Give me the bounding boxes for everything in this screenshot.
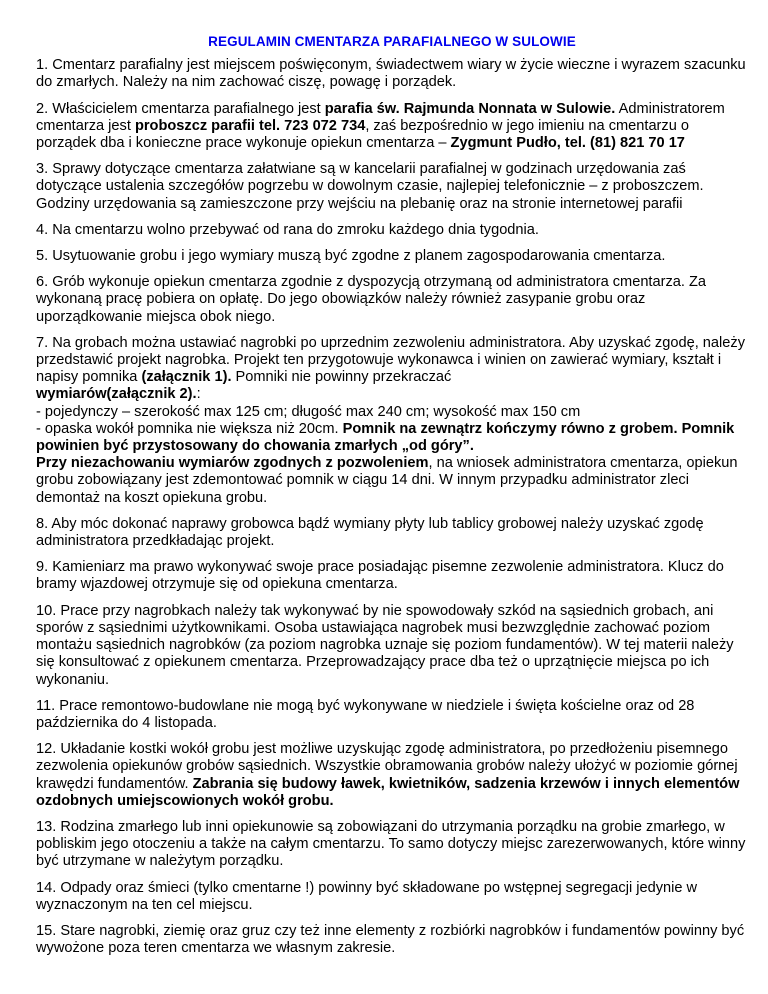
paragraph-7 [36, 335, 748, 507]
caretaker-contact: Zygmunt Pudło, tel. (81) 821 70 17 [450, 135, 685, 152]
paragraph-7-text-a: 7. Na grobach można ustawiać nagrobki po uprzednim zezwoleniu administratora. Aby uzyskać zgodę, należy przedstawić projekt nagrobka. Projekt ten przygotowuje wykonawca i winien on zawierać wymiary, kształt i napisy pomnika [36, 334, 745, 386]
paragraph-7-text-c: Pomniki nie powinny przekraczać [231, 369, 452, 386]
paragraph-15: 15. Stare nagrobki, ziemię oraz gruz czy też inne elementy z rozbiórki nagrobków i fundamentów powinny być wywożone poza teren cmentarza we własnym zakresie. [36, 922, 745, 957]
attachment-2-ref: wymiarów(załącznik 2). [36, 386, 197, 403]
parish-priest-phone: proboszcz parafii tel. 723 072 734 [134, 117, 366, 134]
paragraph-3: 3. Sprawy dotyczące cmentarza załatwiane są w kancelarii parafialnej w godzinach urzędowania zaś dotyczące ustalenia szczegółów pogrzebu w dowolnym czasie, najlepiej telefonicznie – z proboszczem. Godziny urzędowania są zamieszczone przy wejściu na plebanię oraz na stronie internetowej parafii [36, 161, 704, 212]
paragraph-13: 13. Rodzina zmarłego lub inni opiekunowie są zobowiązani do utrzymania porządku na grobie zmarłego, w pobliskim jego otoczeniu a także na całym cmentarzu. To samo dotyczy miejsc zarezerwowanych, które winny być utrzymane w należytym porządku. [36, 818, 746, 870]
paragraph-11: 11. Prace remontowo-budowlane nie mogą być wykonywane w niedziele i święta kościelne oraz od 28 października do 4 listopada. [36, 697, 695, 731]
paragraph-7-text-e: : [196, 386, 201, 403]
paragraph-4: 4. Na cmentarzu wolno przebywać od rana do zmroku każdego dnia tygodnia. [36, 221, 539, 238]
regulations-document [36, 33, 748, 966]
noncompliance-text: , na wniosek administratora cmentarza, opiekun grobu zobowiązany jest zdemontować pomnik w ciągu 14 dni. W innym przypadku administrator zleci demontaż na koszt opiekuna grobu. [36, 455, 738, 506]
paragraph-14: 14. Odpady oraz śmieci (tylko cmentarne !) powinny być składowane po wstępnej segregacji jedynie w wyznaczonym na ten cel miejscu. [36, 879, 698, 913]
paragraph-12-text-a: 12. Układanie kostki wokół grobu jest możliwe uzyskując zgodę administratora, po przedłożeniu pisemnego zezwolenia opiekunów grobów sąsiednich. Wszystkie obramowania grobów należy ułożyć w poziomie górnej krawędzi fundamentów. [36, 741, 738, 792]
noncompliance-heading: Przy niezachowaniu wymiarów zgodnych z pozwoleniem [36, 455, 429, 472]
paragraph-2-text-c: Administratorem cmentarza jest [36, 100, 725, 134]
paragraph-10: 10. Prace przy nagrobkach należy tak wykonywać by nie spowodowały szkód na sąsiednich grobach, ani sporów z sąsiednimi użytkownikami. Osoba ustawiająca nagrobek musi bezwzględnie zachować poziom montażu sąsiednich nagrobków (za poziom nagrobka uznaje się poziom fundamentów). W tej materii należy się konsultować z opiekunem cmentarza. Przeprowadzający prace dba też o uprzątnięcie miejsca po ich wykonaniu. [36, 602, 734, 688]
paragraph-12-prohibition: Zabrania się budowy ławek, kwietników, sadzenia krzewów i innych elementów ozdobnych umiejscowionych wokół grobu. [36, 775, 740, 809]
document-title: REGULAMIN CMENTARZA PARAFIALNEGO W SULOWIE [208, 34, 576, 49]
paragraph-2-text-e: , zaś bezpośrednio w jego imieniu na cmentarzu o porządek dba i konieczne prace wykonuje opiekun cmentarza – [36, 117, 689, 152]
parish-name: parafia św. Rajmunda Nonnata w Sulowie. [324, 100, 616, 117]
paragraph-8: 8. Aby móc dokonać naprawy grobowca bądź wymiany płyty lub tablicy grobowej należy uzyskać zgodę administratora przedkładając projekt. [36, 515, 704, 550]
monument-rule: Pomnik na zewnątrz kończymy równo z grobem. Pomnik powinien być przystosowany do chowania zmarłych „od góry”. [36, 420, 735, 455]
paragraph-9: 9. Kamieniarz ma prawo wykonywać swoje prace posiadając pisemne zezwolenie administratora. Klucz do bramy wjazdowej otrzymuje się od opiekuna cmentarza. [36, 559, 724, 593]
single-grave-dimensions: - pojedynczy – szerokość max 125 cm; długość max 240 cm; wysokość max 150 cm [36, 403, 581, 420]
paragraph-5: 5. Usytuowanie grobu i jego wymiary muszą być zgodne z planem zagospodarowania cmentarza. [36, 248, 666, 265]
attachment-1-ref: (załącznik 1). [141, 369, 232, 386]
paragraph-12 [36, 741, 748, 810]
paragraph-2-text-a: 2. Właścicielem cmentarza parafialnego jest [36, 100, 325, 117]
band-dimension: - opaska wokół pomnika nie większa niż 20cm. [36, 420, 343, 437]
paragraph-6: 6. Grób wykonuje opiekun cmentarza zgodnie z dyspozycją otrzymaną od administratora cmentarza. Za wykonaną pracę pobiera on opłatę. Do jego obowiązków należy również zasypanie grobu oraz uporządkowanie miejsca obok niego. [36, 274, 707, 325]
paragraph-2 [36, 101, 748, 153]
paragraph-1: 1. Cmentarz parafialny jest miejscem poświęconym, świadectwem wiary w życie wieczne i wyrazem szacunku do zmarłych. Należy na nim zachować ciszę, powagę i porządek. [36, 57, 746, 91]
